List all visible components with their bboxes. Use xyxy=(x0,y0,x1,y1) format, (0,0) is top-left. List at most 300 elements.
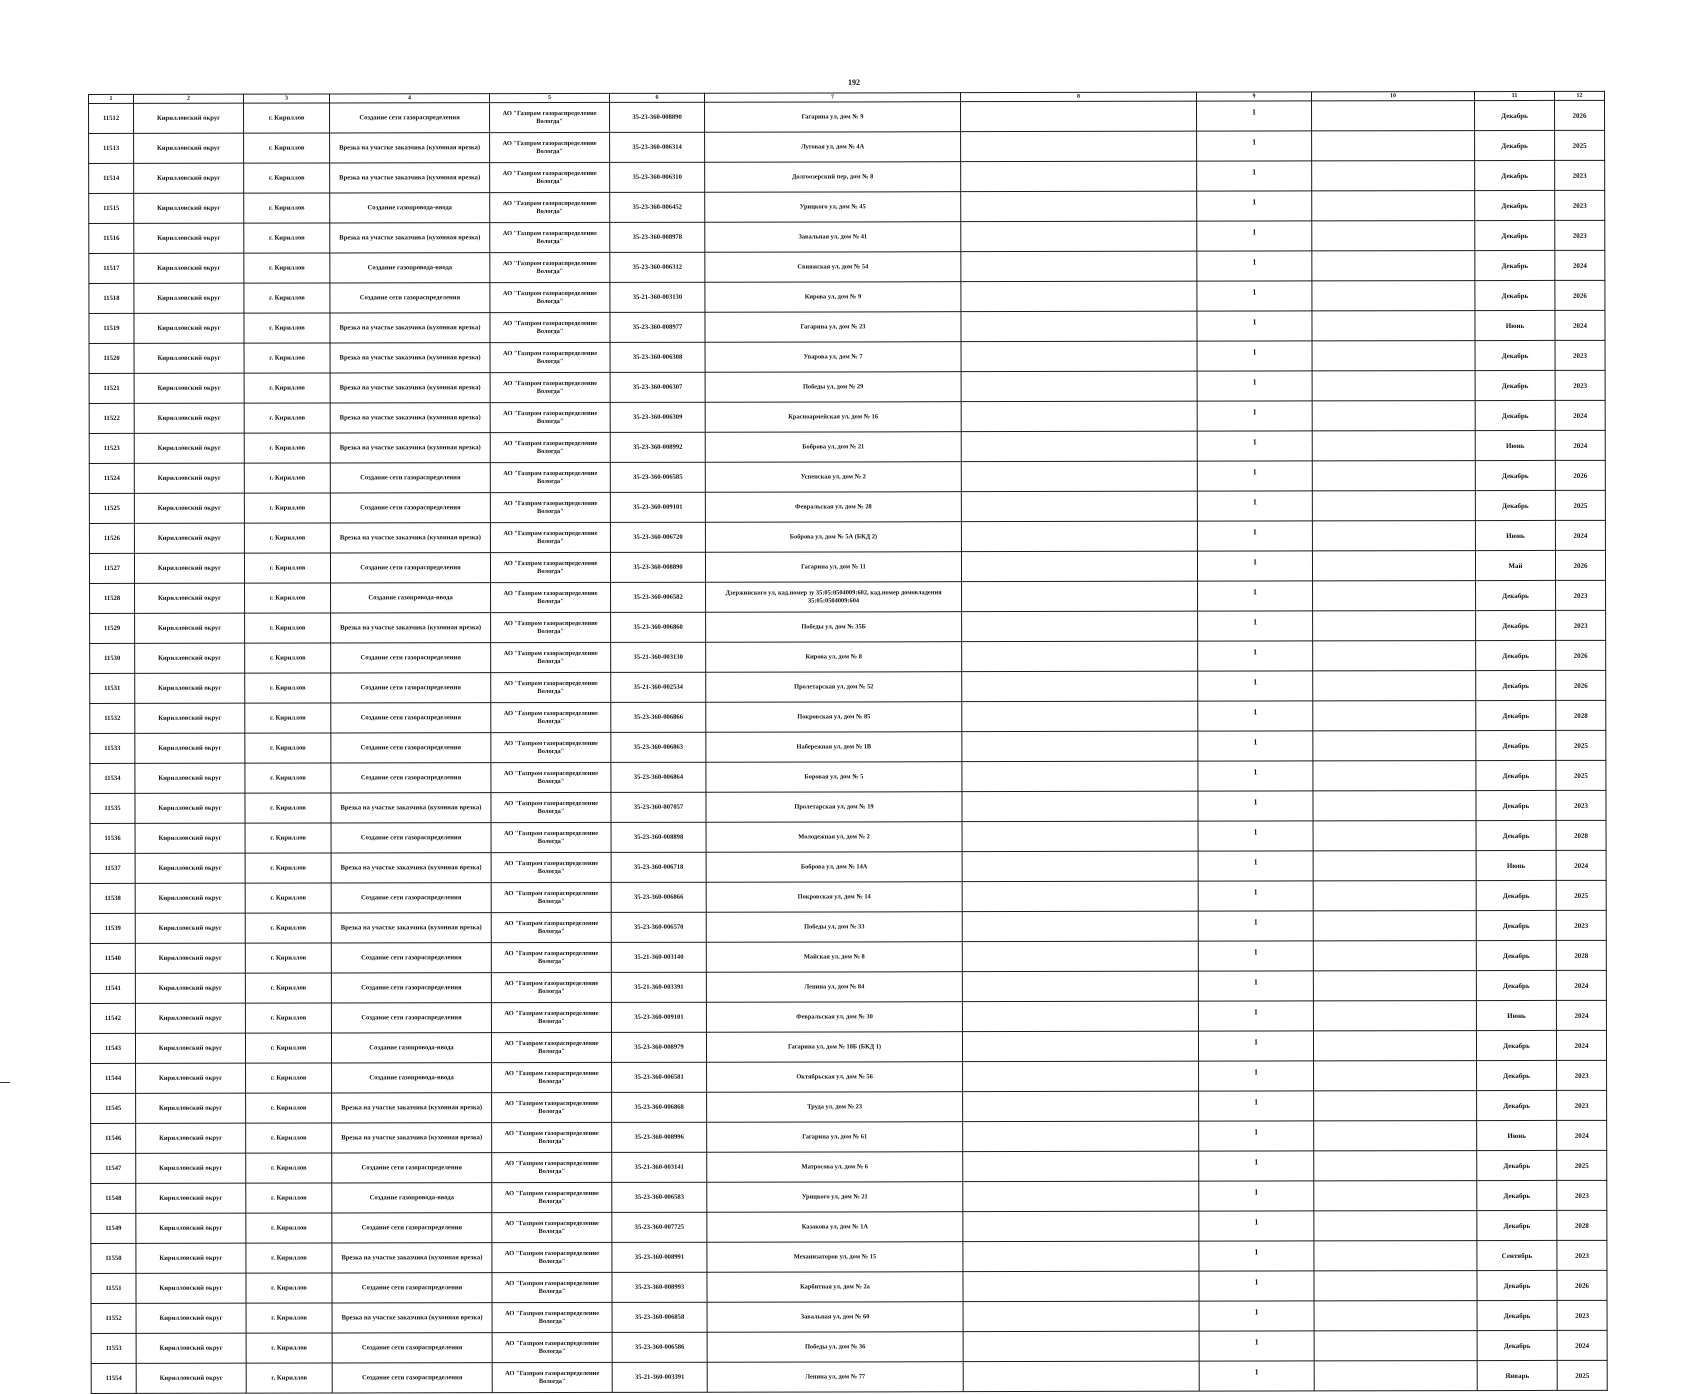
row-number-cell: 11544 xyxy=(91,1063,136,1093)
city-cell: г. Кириллов xyxy=(244,493,330,523)
address-cell: Матросова ул, дом № 6 xyxy=(707,1152,963,1183)
empty-cell xyxy=(961,431,1197,461)
organization-cell: АО "Газпром газораспределение Вологда" xyxy=(491,612,611,642)
count-cell: 1 xyxy=(1198,971,1313,1001)
year-cell: 2026 xyxy=(1556,640,1606,670)
row-number-cell: 11533 xyxy=(90,733,135,763)
empty-cell xyxy=(1312,401,1475,431)
cadastral-number-cell: 35-23-360-006308 xyxy=(610,342,705,372)
row-number-cell: 11547 xyxy=(91,1153,136,1183)
row-number-cell: 11554 xyxy=(91,1363,136,1393)
work-type-cell: Врезка на участке заказчика (кухонная врезка) xyxy=(330,133,490,163)
empty-cell xyxy=(1314,1271,1477,1301)
district-cell: Кирилловский округ xyxy=(134,523,244,553)
empty-cell xyxy=(962,821,1198,851)
organization-cell: АО "Газпром газораспределение Вологда" xyxy=(490,492,610,522)
empty-cell xyxy=(961,161,1197,191)
address-cell: Дзержинского ул, кад.номер зу 35:05:0504009:602, кад.номер домовладения 35:05:0504009:604 xyxy=(706,582,962,613)
district-cell: Кирилловский округ xyxy=(136,1213,246,1243)
empty-cell xyxy=(963,1181,1199,1211)
work-type-cell: Врезка на участке заказчика (кухонная врезка) xyxy=(331,853,491,883)
page-number: 192 xyxy=(848,78,860,87)
month-cell: Декабрь xyxy=(1476,700,1556,730)
work-type-cell: Врезка на участке заказчика (кухонная врезка) xyxy=(332,1093,492,1123)
city-cell: г. Кириллов xyxy=(245,733,331,763)
table-row xyxy=(90,1030,1606,1063)
cadastral-number-cell: 35-23-360-006582 xyxy=(611,582,706,612)
year-cell: 2025 xyxy=(1556,730,1606,760)
cadastral-number-cell: 35-23-360-009101 xyxy=(610,492,705,522)
empty-cell xyxy=(961,191,1197,221)
month-cell: Декабрь xyxy=(1475,190,1555,220)
city-cell: г. Кириллов xyxy=(244,433,330,463)
table-row xyxy=(90,730,1606,763)
district-cell: Кирилловский округ xyxy=(136,1273,246,1303)
empty-cell xyxy=(1312,251,1475,281)
count-cell: 1 xyxy=(1197,341,1312,371)
table-row xyxy=(90,760,1606,793)
table-row xyxy=(89,520,1605,553)
empty-cell xyxy=(1313,1001,1476,1031)
count-cell: 1 xyxy=(1197,431,1312,461)
work-type-cell: Создание сети газораспределения xyxy=(330,283,490,313)
cadastral-number-cell: 35-23-360-006863 xyxy=(611,732,706,762)
month-cell: Декабрь xyxy=(1476,820,1556,850)
work-type-cell: Создание сети газораспределения xyxy=(332,1363,492,1393)
address-cell: Боброва ул, дом № 14А xyxy=(706,852,962,883)
count-cell: 1 xyxy=(1198,941,1313,971)
year-cell: 2023 xyxy=(1557,1180,1607,1210)
empty-cell xyxy=(961,521,1197,551)
district-cell: Кирилловский округ xyxy=(135,583,245,613)
table-row xyxy=(89,130,1605,163)
month-cell: Июнь xyxy=(1475,430,1555,460)
count-cell: 1 xyxy=(1198,611,1313,641)
work-type-cell: Создание сети газораспределения xyxy=(330,103,490,133)
empty-cell xyxy=(1314,1241,1477,1271)
address-cell: Победы ул, дом № 29 xyxy=(705,372,961,403)
empty-cell xyxy=(962,851,1198,881)
month-cell: Июнь xyxy=(1476,1000,1556,1030)
empty-cell xyxy=(961,131,1197,161)
city-cell: г. Кириллов xyxy=(245,943,331,973)
year-cell: 2025 xyxy=(1557,1150,1607,1180)
year-cell: 2025 xyxy=(1556,760,1606,790)
district-cell: Кирилловский округ xyxy=(134,553,244,583)
city-cell: г. Кириллов xyxy=(245,613,331,643)
year-cell: 2024 xyxy=(1556,1030,1606,1060)
district-cell: Кирилловский округ xyxy=(135,733,245,763)
cadastral-number-cell: 35-23-360-006452 xyxy=(610,192,705,222)
district-cell: Кирилловский округ xyxy=(134,133,244,163)
cadastral-number-cell: 35-23-360-006309 xyxy=(610,402,705,432)
organization-cell: АО "Газпром газораспределение Вологда" xyxy=(490,552,610,582)
address-cell: Карбитная ул, дом № 2а xyxy=(707,1272,963,1303)
city-cell: г. Кириллов xyxy=(245,973,331,1003)
work-type-cell: Врезка на участке заказчика (кухонная врезка) xyxy=(330,373,490,403)
district-cell: Кирилловский округ xyxy=(134,313,244,343)
empty-cell xyxy=(1312,551,1475,581)
count-cell: 1 xyxy=(1199,1151,1314,1181)
empty-cell xyxy=(1312,131,1475,161)
cadastral-number-cell: 35-23-360-006720 xyxy=(610,522,705,552)
year-cell: 2028 xyxy=(1557,1210,1607,1240)
work-type-cell: Создание сети газораспределения xyxy=(332,1273,492,1303)
empty-cell xyxy=(1314,1121,1477,1151)
city-cell: г. Кириллов xyxy=(245,883,331,913)
city-cell: г. Кириллов xyxy=(244,163,330,193)
year-cell: 2023 xyxy=(1556,910,1606,940)
month-cell: Декабрь xyxy=(1477,1180,1557,1210)
count-cell: 1 xyxy=(1197,281,1312,311)
count-cell: 1 xyxy=(1198,641,1313,671)
cadastral-number-cell: 35-23-360-008979 xyxy=(611,1032,706,1062)
row-number-cell: 11514 xyxy=(89,163,134,193)
work-type-cell: Врезка на участке заказчика (кухонная врезка) xyxy=(330,163,490,193)
month-cell: Декабрь xyxy=(1475,130,1555,160)
year-cell: 2026 xyxy=(1555,280,1605,310)
table-row xyxy=(90,850,1606,883)
address-cell: Свияжская ул, дом № 54 xyxy=(705,252,961,283)
organization-cell: АО "Газпром газораспределение Вологда" xyxy=(490,462,610,492)
row-number-cell: 11536 xyxy=(90,823,135,853)
row-number-cell: 11524 xyxy=(89,463,134,493)
count-cell: 1 xyxy=(1197,161,1312,191)
address-cell: Успенская ул, дом № 2 xyxy=(705,462,961,493)
year-cell: 2025 xyxy=(1556,880,1606,910)
count-cell: 1 xyxy=(1199,1361,1314,1391)
month-cell: Декабрь xyxy=(1475,460,1555,490)
month-cell: Декабрь xyxy=(1476,970,1556,1000)
work-type-cell: Создание сети газораспределения xyxy=(330,553,490,583)
district-cell: Кирилловский округ xyxy=(135,1003,245,1033)
city-cell: г. Кириллов xyxy=(246,1333,332,1363)
count-cell: 1 xyxy=(1199,1181,1314,1211)
district-cell: Кирилловский округ xyxy=(134,343,244,373)
district-cell: Кирилловский округ xyxy=(135,703,245,733)
row-number-cell: 11551 xyxy=(91,1273,136,1303)
empty-cell xyxy=(1312,371,1475,401)
count-cell: 1 xyxy=(1197,191,1312,221)
row-number-cell: 11532 xyxy=(90,703,135,733)
count-cell: 1 xyxy=(1197,401,1312,431)
empty-cell xyxy=(1313,761,1476,791)
month-cell: Декабрь xyxy=(1476,880,1556,910)
year-cell: 2024 xyxy=(1556,970,1606,1000)
city-cell: г. Кириллов xyxy=(244,193,330,223)
district-cell: Кирилловский округ xyxy=(135,643,245,673)
address-cell: Ленина ул, дом № 84 xyxy=(706,972,962,1003)
district-cell: Кирилловский округ xyxy=(134,193,244,223)
table-row xyxy=(91,1360,1607,1393)
address-cell: Гагарина ул, дом № 23 xyxy=(705,312,961,343)
organization-cell: АО "Газпром газораспределение Вологда" xyxy=(490,312,610,342)
month-cell: Декабрь xyxy=(1476,940,1556,970)
count-cell: 1 xyxy=(1198,821,1313,851)
count-cell: 1 xyxy=(1199,1211,1314,1241)
row-number-cell: 11549 xyxy=(91,1213,136,1243)
table-row xyxy=(89,460,1605,493)
row-number-cell: 11516 xyxy=(89,223,134,253)
table-row xyxy=(91,1270,1607,1303)
month-cell: Декабрь xyxy=(1475,280,1555,310)
month-cell: Сентябрь xyxy=(1477,1240,1557,1270)
empty-cell xyxy=(1314,1301,1477,1331)
empty-cell xyxy=(1313,821,1476,851)
city-cell: г. Кириллов xyxy=(246,1363,332,1393)
table-row xyxy=(90,790,1606,823)
empty-cell xyxy=(962,971,1198,1001)
organization-cell: АО "Газпром газораспределение Вологда" xyxy=(491,702,611,732)
district-cell: Кирилловский округ xyxy=(134,283,244,313)
district-cell: Кирилловский округ xyxy=(136,1183,246,1213)
table-row xyxy=(89,160,1605,193)
count-cell: 1 xyxy=(1197,371,1312,401)
count-cell: 1 xyxy=(1199,1061,1314,1091)
empty-cell xyxy=(963,1301,1199,1331)
year-cell: 2024 xyxy=(1556,1000,1606,1030)
address-cell: Луговая ул, дом № 4А xyxy=(705,132,961,163)
year-cell: 2026 xyxy=(1555,550,1605,580)
cadastral-number-cell: 35-21-360-002534 xyxy=(611,672,706,702)
work-type-cell: Врезка на участке заказчика (кухонная врезка) xyxy=(330,523,490,553)
count-cell: 1 xyxy=(1197,311,1312,341)
empty-cell xyxy=(1313,1031,1476,1061)
row-number-cell: 11546 xyxy=(91,1123,136,1153)
year-cell: 2023 xyxy=(1555,190,1605,220)
empty-cell xyxy=(1313,581,1476,611)
organization-cell: АО "Газпром газораспределение Вологда" xyxy=(490,522,610,552)
empty-cell xyxy=(961,281,1197,311)
district-cell: Кирилловский округ xyxy=(136,1093,246,1123)
empty-cell xyxy=(962,671,1198,701)
work-type-cell: Создание сети газораспределения xyxy=(331,973,491,1003)
empty-cell xyxy=(1313,671,1476,701)
table-row xyxy=(90,610,1606,643)
district-cell: Кирилловский округ xyxy=(135,973,245,1003)
district-cell: Кирилловский округ xyxy=(134,223,244,253)
cadastral-number-cell: 35-23-360-006866 xyxy=(611,882,706,912)
address-cell: Пролетарская ул, дом № 19 xyxy=(706,792,962,823)
year-cell: 2024 xyxy=(1557,1120,1607,1150)
empty-cell xyxy=(1314,1331,1477,1361)
address-cell: Кирова ул, дом № 8 xyxy=(706,642,962,673)
city-cell: г. Кириллов xyxy=(245,793,331,823)
empty-cell xyxy=(961,401,1197,431)
year-cell: 2023 xyxy=(1557,1090,1607,1120)
city-cell: г. Кириллов xyxy=(245,763,331,793)
district-cell: Кирилловский округ xyxy=(135,673,245,703)
city-cell: г. Кириллов xyxy=(244,553,330,583)
empty-cell xyxy=(1312,161,1475,191)
city-cell: г. Кириллов xyxy=(244,313,330,343)
row-number-cell: 11534 xyxy=(90,763,135,793)
organization-cell: АО "Газпром газораспределение Вологда" xyxy=(490,222,610,252)
count-cell: 1 xyxy=(1198,731,1313,761)
month-cell: Декабрь xyxy=(1475,220,1555,250)
organization-cell: АО "Газпром газораспределение Вологда" xyxy=(491,762,611,792)
empty-cell xyxy=(962,1001,1198,1031)
table-row xyxy=(91,1150,1607,1183)
cadastral-number-cell: 35-23-360-006868 xyxy=(612,1092,707,1122)
row-number-cell: 11543 xyxy=(90,1033,135,1063)
column-header: 11 xyxy=(1474,91,1554,100)
city-cell: г. Кириллов xyxy=(245,703,331,733)
count-cell: 1 xyxy=(1198,791,1313,821)
count-cell: 1 xyxy=(1197,251,1312,281)
cadastral-number-cell: 35-23-360-008890 xyxy=(610,552,705,582)
table-row xyxy=(89,190,1605,223)
city-cell: г. Кириллов xyxy=(244,223,330,253)
district-cell: Кирилловский округ xyxy=(134,373,244,403)
month-cell: Декабрь xyxy=(1475,100,1555,130)
district-cell: Кирилловский округ xyxy=(134,163,244,193)
cadastral-number-cell: 35-21-360-003140 xyxy=(611,942,706,972)
cadastral-number-cell: 35-23-360-006570 xyxy=(611,912,706,942)
count-cell: 1 xyxy=(1198,881,1313,911)
work-type-cell: Создание сети газораспределения xyxy=(331,733,491,763)
work-type-cell: Создание газопровода-ввода xyxy=(330,253,490,283)
table-row xyxy=(89,430,1605,463)
count-cell: 1 xyxy=(1198,701,1313,731)
row-number-cell: 11541 xyxy=(90,973,135,1003)
empty-cell xyxy=(963,1241,1199,1271)
work-type-cell: Врезка на участке заказчика (кухонная врезка) xyxy=(330,433,490,463)
table-row xyxy=(91,1060,1607,1093)
district-cell: Кирилловский округ xyxy=(135,913,245,943)
cadastral-number-cell: 35-23-360-007057 xyxy=(611,792,706,822)
empty-cell xyxy=(962,611,1198,641)
register-table xyxy=(88,91,1608,1394)
empty-cell xyxy=(961,341,1197,371)
cadastral-number-cell: 35-23-360-006860 xyxy=(611,612,706,642)
empty-cell xyxy=(1312,101,1475,131)
district-cell: Кирилловский округ xyxy=(136,1333,246,1363)
count-cell: 1 xyxy=(1199,1331,1314,1361)
table-row xyxy=(90,580,1606,613)
count-cell: 1 xyxy=(1199,1241,1314,1271)
year-cell: 2023 xyxy=(1555,220,1605,250)
city-cell: г. Кириллов xyxy=(245,853,331,883)
address-cell: Уварова ул, дом № 7 xyxy=(705,342,961,373)
count-cell: 1 xyxy=(1197,101,1312,131)
year-cell: 2023 xyxy=(1557,1300,1607,1330)
empty-cell xyxy=(1312,281,1475,311)
table-row xyxy=(89,490,1605,523)
year-cell: 2028 xyxy=(1556,700,1606,730)
table-row xyxy=(89,280,1605,313)
year-cell: 2025 xyxy=(1557,1360,1607,1390)
cadastral-number-cell: 35-23-360-008992 xyxy=(610,432,705,462)
table-row xyxy=(89,250,1605,283)
cadastral-number-cell: 35-23-360-008977 xyxy=(610,312,705,342)
row-number-cell: 11552 xyxy=(91,1303,136,1333)
address-cell: Казакова ул, дом № 1А xyxy=(707,1212,963,1243)
work-type-cell: Создание газопровода-ввода xyxy=(331,1033,491,1063)
table-row xyxy=(90,940,1606,973)
count-cell: 1 xyxy=(1197,521,1312,551)
organization-cell: АО "Газпром газораспределение Вологда" xyxy=(490,342,610,372)
table-row xyxy=(90,970,1606,1003)
month-cell: Декабрь xyxy=(1477,1330,1557,1360)
cadastral-number-cell: 35-23-360-006718 xyxy=(611,852,706,882)
city-cell: г. Кириллов xyxy=(245,913,331,943)
city-cell: г. Кириллов xyxy=(245,823,331,853)
month-cell: Декабрь xyxy=(1477,1060,1557,1090)
table-row xyxy=(89,310,1605,343)
district-cell: Кирилловский округ xyxy=(134,433,244,463)
work-type-cell: Создание сети газораспределения xyxy=(331,1003,491,1033)
empty-cell xyxy=(1313,881,1476,911)
table-row xyxy=(89,370,1605,403)
month-cell: Декабрь xyxy=(1477,1090,1557,1120)
work-type-cell: Создание газопровода-ввода xyxy=(331,583,491,613)
city-cell: г. Кириллов xyxy=(246,1153,332,1183)
year-cell: 2023 xyxy=(1556,580,1606,610)
count-cell: 1 xyxy=(1198,851,1313,881)
organization-cell: АО "Газпром газораспределение Вологда" xyxy=(492,1062,612,1092)
count-cell: 1 xyxy=(1199,1271,1314,1301)
empty-cell xyxy=(961,461,1197,491)
cadastral-number-cell: 35-23-360-006585 xyxy=(610,462,705,492)
empty-cell xyxy=(1312,431,1475,461)
empty-cell xyxy=(963,1271,1199,1301)
table-row xyxy=(91,1330,1607,1363)
table-row xyxy=(90,820,1606,853)
year-cell: 2024 xyxy=(1555,520,1605,550)
row-number-cell: 11539 xyxy=(90,913,135,943)
month-cell: Декабрь xyxy=(1476,910,1556,940)
city-cell: г. Кириллов xyxy=(246,1303,332,1333)
row-number-cell: 11527 xyxy=(89,553,134,583)
row-number-cell: 11518 xyxy=(89,283,134,313)
count-cell: 1 xyxy=(1198,761,1313,791)
year-cell: 2023 xyxy=(1556,790,1606,820)
column-header: 5 xyxy=(490,93,610,102)
city-cell: г. Кириллов xyxy=(245,1003,331,1033)
empty-cell xyxy=(963,1061,1199,1091)
table-row xyxy=(91,1180,1607,1213)
row-number-cell: 11523 xyxy=(89,433,134,463)
organization-cell: АО "Газпром газораспределение Вологда" xyxy=(491,972,611,1002)
district-cell: Кирилловский округ xyxy=(136,1243,246,1273)
address-cell: Гагарина ул, дом № 9 xyxy=(705,102,961,133)
row-number-cell: 11522 xyxy=(89,403,134,433)
cadastral-number-cell: 35-23-360-006310 xyxy=(610,162,705,192)
city-cell: г. Кириллов xyxy=(244,403,330,433)
work-type-cell: Врезка на участке заказчика (кухонная врезка) xyxy=(330,403,490,433)
month-cell: Декабрь xyxy=(1476,1030,1556,1060)
empty-cell xyxy=(1313,941,1476,971)
table-row xyxy=(90,670,1606,703)
cadastral-number-cell: 35-21-360-003130 xyxy=(610,282,705,312)
column-header: 4 xyxy=(330,94,490,103)
month-cell: Декабрь xyxy=(1477,1210,1557,1240)
table-row xyxy=(90,1000,1606,1033)
address-cell: Февральская ул, дом № 28 xyxy=(705,492,961,523)
count-cell: 1 xyxy=(1198,581,1313,611)
district-cell: Кирилловский округ xyxy=(134,253,244,283)
organization-cell: АО "Газпром газораспределение Вологда" xyxy=(491,792,611,822)
organization-cell: АО "Газпром газораспределение Вологда" xyxy=(490,162,610,192)
empty-cell xyxy=(961,491,1197,521)
column-header: 1 xyxy=(89,94,134,103)
row-number-cell: 11515 xyxy=(89,193,134,223)
address-cell: Боброва ул, дом № 21 xyxy=(705,432,961,463)
address-cell: Механизаторов ул, дом № 15 xyxy=(707,1242,963,1273)
cadastral-number-cell: 35-23-360-006581 xyxy=(612,1062,707,1092)
district-cell: Кирилловский округ xyxy=(134,463,244,493)
